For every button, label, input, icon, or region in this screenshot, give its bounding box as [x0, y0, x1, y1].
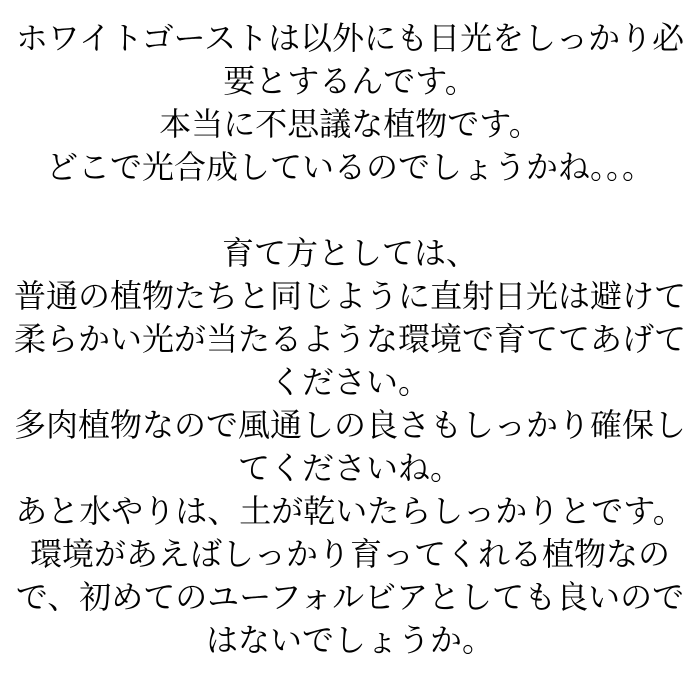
text-line: 多肉植物なので風通しの良さもしっかり確保し [13, 407, 686, 443]
text-line: 育て方としては、 [221, 235, 478, 271]
text-line: ホワイトゴーストは以外にも日光をしっかり必 [15, 20, 685, 56]
text-line: あと水やりは、土が乾いたらしっかりとです。 [15, 493, 685, 529]
text-line: どこで光合成しているのでしょうかね。。。 [45, 149, 654, 185]
text-line: ください。 [269, 364, 430, 400]
text-line: はないでしょうか。 [205, 622, 494, 658]
blank-line [0, 189, 700, 232]
text-line: 環境があえばしっかり育ってくれる植物なの [29, 536, 670, 572]
text-line: てくださいね。 [237, 450, 462, 486]
text-line: 要とするんです。 [223, 63, 477, 99]
text-line: 柔らかい光が当たるような環境で育ててあげて [13, 321, 686, 357]
text-line: で、初めてのユーフォルビアとしても良いので [15, 579, 685, 615]
text-line: 普通の植物たちと同じように直射日光は避けて [13, 278, 686, 314]
text-line: 本当に不思議な植物です。 [159, 106, 541, 142]
